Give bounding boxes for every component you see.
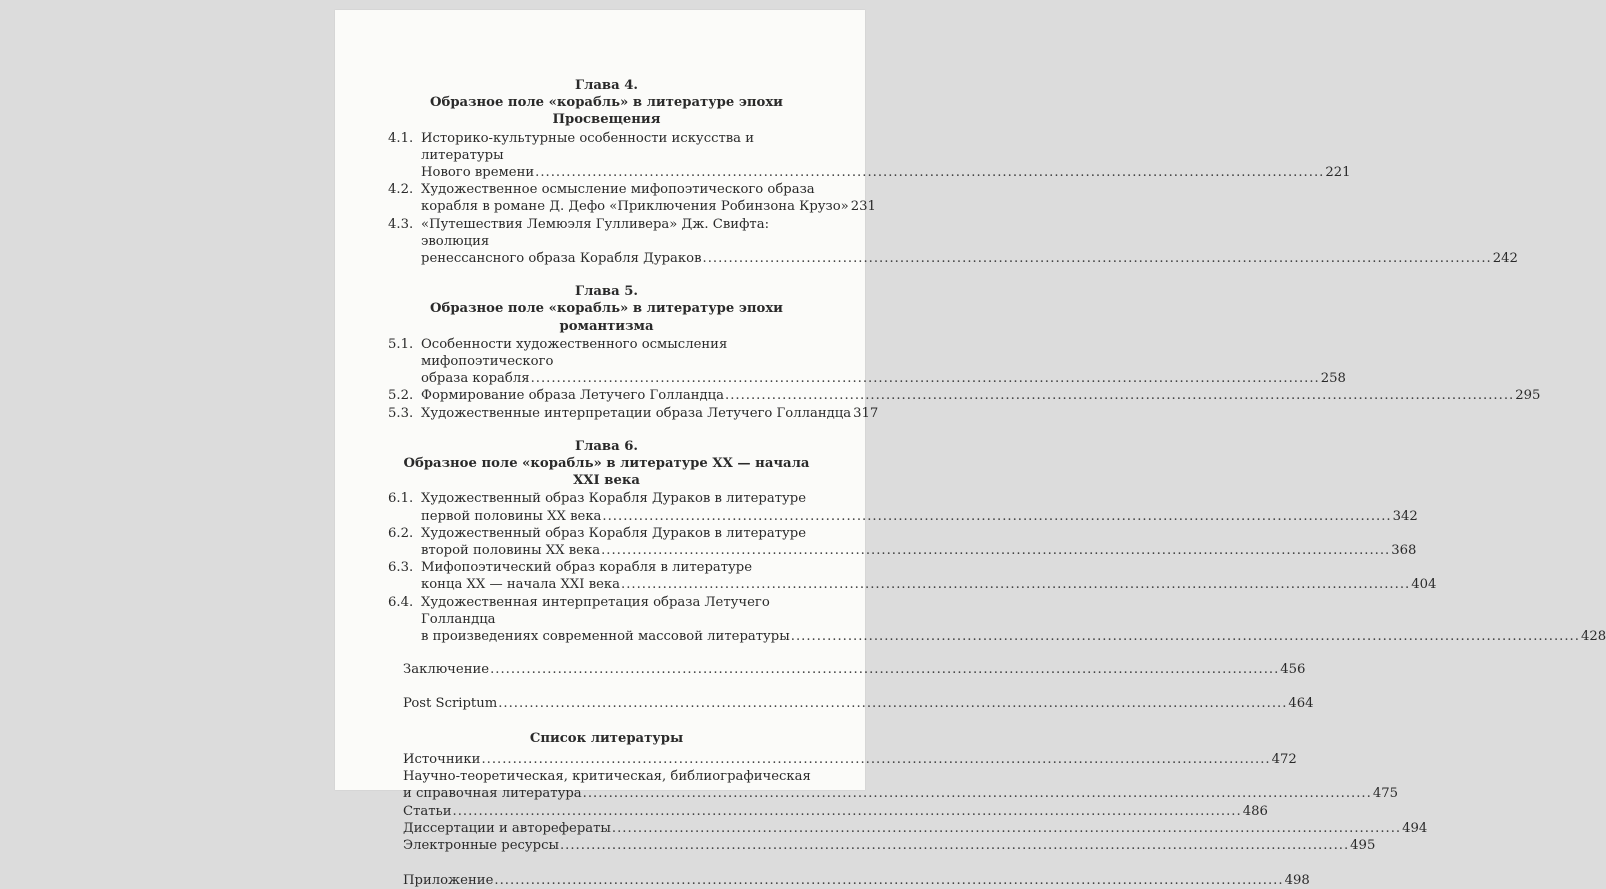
entry-text: Художественная интерпретация образа Летучего Голландца — [421, 594, 770, 627]
toc-entry[interactable] — [388, 490, 1418, 524]
page-number: 231 — [850, 199, 876, 215]
entry-number: 4.1. — [388, 130, 414, 146]
dot-leader: ........................................................................................................................................................ — [621, 577, 1411, 593]
toc-entry[interactable] — [388, 559, 1437, 593]
table-of-contents — [388, 77, 1606, 889]
toc-entry[interactable] — [388, 181, 876, 215]
toc-entry[interactable] — [388, 216, 1518, 268]
page-number: 472 — [1271, 751, 1297, 767]
entry-number: 6.4. — [388, 594, 414, 610]
page-number: 242 — [1492, 251, 1518, 267]
dot-leader: ........................................................................................................................................................ — [582, 786, 1372, 802]
page-number: 404 — [1411, 577, 1437, 593]
entry-text: Художественное осмысление мифопоэтического образа — [421, 182, 815, 198]
page-number: 295 — [1515, 388, 1541, 404]
dot-leader: ........................................................................................................................................................ — [702, 251, 1492, 267]
entry-text: Особенности художественного осмысления мифопоэтического — [421, 336, 728, 370]
entry-text: Художественные интерпретации образа Летучего Голландца — [421, 405, 852, 421]
toc-entry-appendix[interactable] — [388, 872, 1310, 889]
toc-entry[interactable] — [388, 803, 1268, 820]
entry-text: Художественный образ Корабля Дураков в литературе — [421, 525, 807, 541]
toc-entry-post-scriptum[interactable] — [388, 695, 1314, 712]
dot-leader: ........................................................................................................................................................ — [611, 820, 1402, 836]
bibliography-heading: Список литературы — [529, 730, 684, 746]
dot-leader: ........................................................................................................................................................ — [601, 543, 1391, 559]
entry-number: 4.3. — [388, 216, 414, 232]
entry-text: в произведениях современной массовой литературы — [421, 629, 790, 645]
page-number: 486 — [1242, 803, 1268, 819]
entry-number: 4.2. — [388, 182, 414, 198]
dot-leader: ........................................................................................................................................................ — [559, 837, 1350, 853]
dot-leader: ........................................................................................................................................................ — [490, 662, 1280, 678]
chapter-title: Образное поле «корабль» в литературе эпохи Просвещения — [430, 95, 783, 128]
dot-leader: ........................................................................................................................................................ — [452, 803, 1242, 819]
toc-entry[interactable] — [388, 336, 1346, 388]
entry-text: Нового времени — [421, 165, 535, 181]
chapter-5 — [388, 283, 1541, 422]
dot-leader: ........................................................................................................................................................ — [602, 508, 1392, 524]
entry-text: Формирование образа Летучего Голландца — [421, 388, 725, 404]
entry-text: второй половины XX века — [421, 543, 601, 559]
chapter-number: Глава 6. — [574, 438, 638, 454]
dot-leader: ........................................................................................................................................................ — [530, 371, 1320, 387]
toc-entry[interactable] — [388, 405, 879, 422]
chapter-title: Образное поле «корабль» в литературе XX — начала XXI века — [403, 456, 810, 489]
chapter-6 — [388, 438, 1606, 645]
entry-text: Историко-культурные особенности искусства и литературы — [421, 130, 755, 163]
toc-entry[interactable] — [388, 751, 1297, 768]
entry-text: «Путешествия Лемюэля Гулливера» Дж. Свифта: эволюция — [421, 216, 770, 249]
chapter-number: Глава 4. — [574, 78, 638, 93]
book-page — [335, 10, 1606, 889]
page-number: 428 — [1580, 629, 1606, 645]
dot-leader: ........................................................................................................................................................ — [494, 873, 1284, 889]
entry-text: Post Scriptum — [403, 695, 498, 711]
entry-number: 5.3. — [388, 405, 414, 421]
page-number: 317 — [853, 405, 879, 421]
entry-text: Заключение — [403, 662, 490, 678]
dot-leader: ........................................................................................................................................................ — [481, 751, 1271, 767]
toc-entry[interactable] — [388, 525, 1417, 559]
entry-number: 5.2. — [388, 388, 414, 404]
toc-entry[interactable] — [388, 594, 1606, 646]
entry-text: Научно-теоретическая, критическая, библиографическая — [403, 769, 811, 785]
page-number: 368 — [1391, 543, 1417, 559]
chapter-4 — [388, 77, 1518, 267]
page-number: 475 — [1372, 786, 1398, 802]
entry-text: ренессансного образа Корабля Дураков — [421, 251, 702, 267]
page-number: 258 — [1320, 371, 1346, 387]
entry-number: 6.1. — [388, 491, 414, 507]
entry-text: Электронные ресурсы — [403, 837, 559, 853]
chapter-title: Образное поле «корабль» в литературе эпохи романтизма — [430, 301, 783, 334]
toc-entry[interactable] — [388, 768, 1398, 802]
chapter-number: Глава 5. — [574, 284, 638, 300]
page-number: 495 — [1350, 837, 1376, 853]
entry-text: Источники — [403, 751, 481, 767]
entry-number: 6.3. — [388, 560, 414, 576]
dot-leader: ........................................................................................................................................................ — [790, 629, 1580, 645]
entry-text: Приложение — [403, 873, 494, 889]
entry-text: Диссертации и авторефераты — [403, 820, 611, 836]
page-number: 456 — [1280, 662, 1306, 678]
toc-entry[interactable] — [388, 387, 1541, 404]
page-number: 464 — [1288, 695, 1314, 711]
entry-text: образа корабля — [421, 371, 530, 387]
entry-text: Мифопоэтический образ корабля в литературе — [421, 560, 753, 576]
entry-text: корабля в романе Д. Дефо «Приключения Робинзона Крузо» — [421, 199, 849, 215]
entry-text: Статьи — [403, 803, 452, 819]
toc-entry[interactable] — [388, 130, 1351, 182]
dot-leader: ........................................................................................................................................................ — [725, 388, 1515, 404]
entry-text: конца XX — начала XXI века — [421, 577, 621, 593]
entry-text: Художественный образ Корабля Дураков в литературе — [421, 491, 807, 507]
dot-leader: ........................................................................................................................................................ — [498, 695, 1288, 711]
toc-entry-conclusion[interactable] — [388, 661, 1306, 678]
entry-text: и справочная литература — [403, 786, 582, 802]
page-number: 494 — [1402, 820, 1428, 836]
toc-entry[interactable] — [388, 837, 1376, 854]
entry-text: первой половины XX века — [421, 508, 602, 524]
entry-number: 5.1. — [388, 336, 414, 352]
entry-number: 6.2. — [388, 525, 414, 541]
page-number: 221 — [1325, 165, 1351, 181]
page-number: 498 — [1284, 873, 1310, 889]
page-number: 342 — [1392, 508, 1418, 524]
dot-leader: ........................................................................................................................................................ — [535, 165, 1325, 181]
toc-entry[interactable] — [388, 820, 1428, 837]
